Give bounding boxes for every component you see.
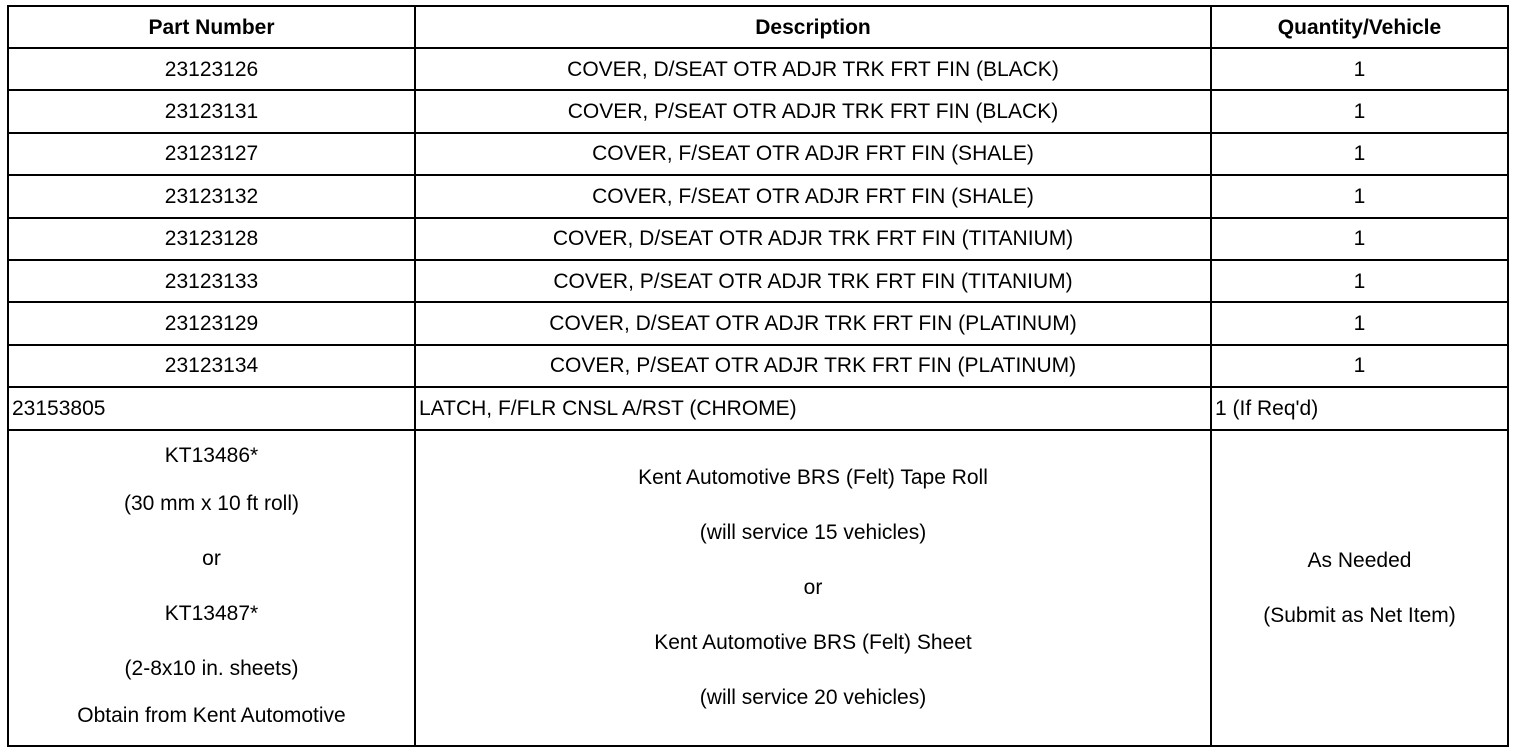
quantity-cell: 1: [1211, 48, 1508, 90]
quantity-cell: 1: [1211, 302, 1508, 344]
table-row: [8, 302, 1508, 344]
table-row: [8, 218, 1508, 260]
description-cell: COVER, P/SEAT OTR ADJR TRK FRT FIN (PLATINUM): [415, 345, 1211, 387]
kit-description-line: (will service 20 vehicles): [699, 686, 927, 710]
kit-part-line: (30 mm x 10 ft roll): [123, 491, 300, 515]
part-number-cell: 23123128: [8, 218, 415, 260]
kit-quantity-line: As Needed: [1307, 548, 1412, 572]
quantity-cell: 1: [1211, 90, 1508, 132]
part-number-cell: 23123133: [8, 260, 415, 302]
quantity-cell: 1: [1211, 260, 1508, 302]
table-row: [8, 48, 1508, 90]
part-number-cell: 23123126: [8, 48, 415, 90]
description-cell: LATCH, F/FLR CNSL A/RST (CHROME): [415, 387, 1211, 429]
latch-row: [8, 387, 1508, 429]
description-cell: COVER, P/SEAT OTR ADJR TRK FRT FIN (BLACK): [415, 90, 1211, 132]
description-cell: COVER, D/SEAT OTR ADJR TRK FRT FIN (TITANIUM): [415, 218, 1211, 260]
part-number-cell: 23153805: [8, 387, 415, 429]
table-row: [8, 260, 1508, 302]
kit-part-line: or: [202, 546, 221, 570]
kit-row: [8, 430, 1508, 746]
part-number-cell: 23123127: [8, 133, 415, 175]
quantity-cell: 1: [1211, 218, 1508, 260]
kit-quantity-line: (Submit as Net Item): [1263, 603, 1456, 627]
quantity-cell: 1: [1211, 345, 1508, 387]
table-row: [8, 345, 1508, 387]
table-row: [8, 175, 1508, 217]
header-description: Description: [415, 6, 1211, 48]
part-number-cell: 23123129: [8, 302, 415, 344]
quantity-cell: 1: [1211, 175, 1508, 217]
kit-part-line: Obtain from Kent Automotive: [77, 703, 346, 727]
part-number-cell: 23123132: [8, 175, 415, 217]
quantity-cell: 1: [1211, 133, 1508, 175]
kit-part-line: (2-8x10 in. sheets): [124, 656, 299, 680]
quantity-cell: 1 (If Req'd): [1211, 387, 1508, 429]
kit-part-line: KT13487*: [164, 601, 259, 625]
header-quantity: Quantity/Vehicle: [1211, 6, 1508, 48]
header-row: [8, 6, 1508, 48]
part-number-cell: 23123134: [8, 345, 415, 387]
description-cell: COVER, F/SEAT OTR ADJR FRT FIN (SHALE): [415, 133, 1211, 175]
kit-description-line: (will service 15 vehicles): [699, 521, 927, 545]
kit-part-number-cell: [8, 430, 415, 746]
description-cell: COVER, F/SEAT OTR ADJR FRT FIN (SHALE): [415, 175, 1211, 217]
description-cell: COVER, D/SEAT OTR ADJR TRK FRT FIN (BLACK): [415, 48, 1211, 90]
kit-description-line: or: [803, 576, 823, 600]
kit-description-line: Kent Automotive BRS (Felt) Sheet: [654, 631, 972, 655]
kit-description-line: Kent Automotive BRS (Felt) Tape Roll: [638, 466, 988, 490]
table-row: [8, 90, 1508, 132]
kit-part-line: KT13486*: [164, 443, 259, 467]
header-part-number: Part Number: [8, 6, 415, 48]
kit-description-cell: [415, 430, 1211, 746]
part-number-cell: 23123131: [8, 90, 415, 132]
kit-quantity-cell: [1211, 430, 1508, 746]
description-cell: COVER, D/SEAT OTR ADJR TRK FRT FIN (PLATINUM): [415, 302, 1211, 344]
description-cell: COVER, P/SEAT OTR ADJR TRK FRT FIN (TITANIUM): [415, 260, 1211, 302]
parts-table: [7, 5, 1509, 747]
table-row: [8, 133, 1508, 175]
